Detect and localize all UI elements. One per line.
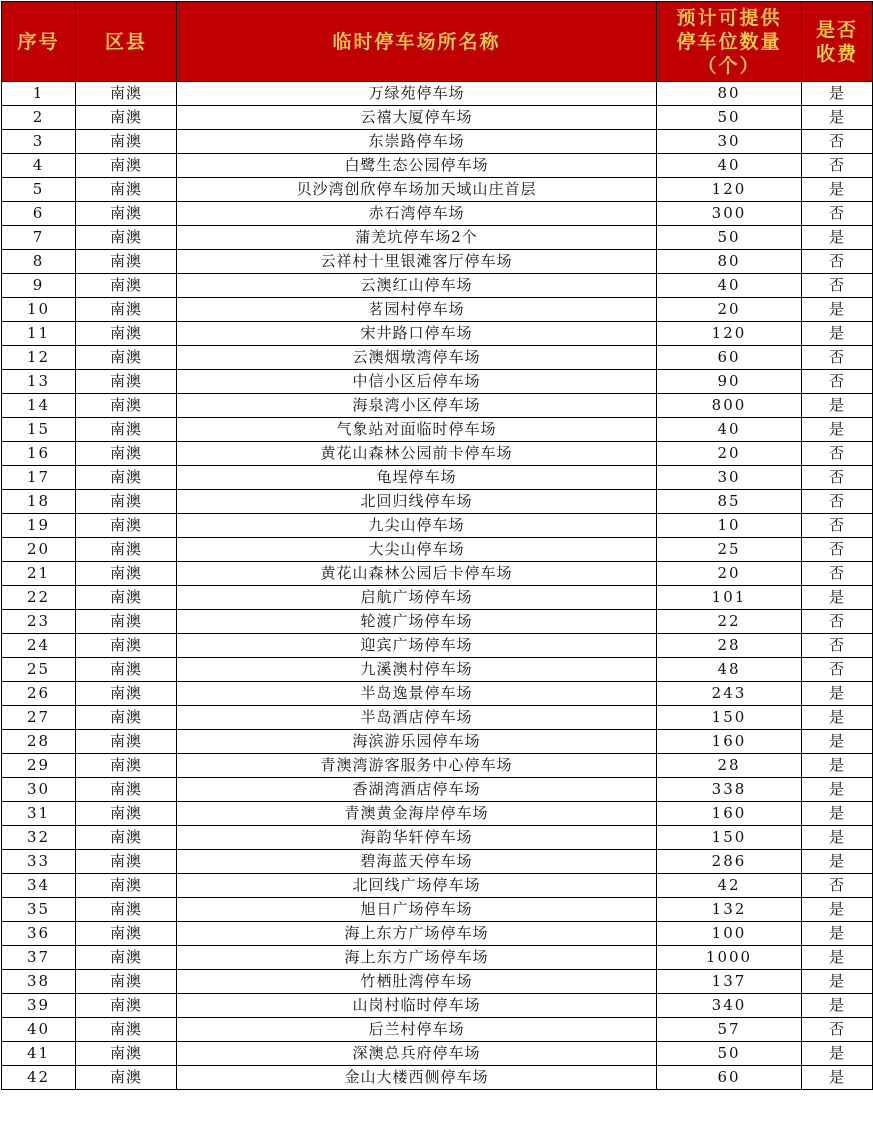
cell-seq: 25 xyxy=(2,658,76,682)
cell-seq: 18 xyxy=(2,490,76,514)
header-capacity-line1: 预计可提供 xyxy=(676,6,782,29)
table-row xyxy=(2,490,873,514)
cell-seq: 4 xyxy=(2,154,76,178)
cell-fee: 否 xyxy=(802,154,873,178)
table-body xyxy=(2,82,873,1090)
cell-name: 赤石湾停车场 xyxy=(177,202,657,226)
cell-capacity: 57 xyxy=(657,1018,802,1042)
header-fee xyxy=(802,2,873,82)
cell-district: 南澳 xyxy=(76,922,177,946)
header-capacity-line3: （个） xyxy=(697,54,761,77)
cell-district: 南澳 xyxy=(76,970,177,994)
cell-name: 北回归线停车场 xyxy=(177,490,657,514)
cell-capacity: 30 xyxy=(657,466,802,490)
table-row xyxy=(2,898,873,922)
table-row xyxy=(2,442,873,466)
cell-name: 黄花山森林公园后卡停车场 xyxy=(177,562,657,586)
cell-seq: 13 xyxy=(2,370,76,394)
table-row xyxy=(2,106,873,130)
cell-fee: 是 xyxy=(802,730,873,754)
cell-capacity: 120 xyxy=(657,178,802,202)
cell-name: 金山大楼西侧停车场 xyxy=(177,1066,657,1090)
table-row xyxy=(2,538,873,562)
cell-fee: 否 xyxy=(802,634,873,658)
cell-seq: 2 xyxy=(2,106,76,130)
cell-capacity: 10 xyxy=(657,514,802,538)
cell-name: 半岛逸景停车场 xyxy=(177,682,657,706)
table-row xyxy=(2,298,873,322)
header-fee-line1: 是否 xyxy=(815,18,858,41)
header-row xyxy=(2,2,873,82)
cell-fee: 是 xyxy=(802,82,873,106)
cell-capacity: 80 xyxy=(657,250,802,274)
cell-seq: 31 xyxy=(2,802,76,826)
cell-capacity: 85 xyxy=(657,490,802,514)
cell-fee: 是 xyxy=(802,394,873,418)
cell-seq: 3 xyxy=(2,130,76,154)
table-row xyxy=(2,826,873,850)
cell-name: 东崇路停车场 xyxy=(177,130,657,154)
cell-name: 龟埕停车场 xyxy=(177,466,657,490)
cell-seq: 42 xyxy=(2,1066,76,1090)
cell-district: 南澳 xyxy=(76,490,177,514)
cell-fee: 否 xyxy=(802,658,873,682)
cell-district: 南澳 xyxy=(76,106,177,130)
table-row xyxy=(2,346,873,370)
table-row xyxy=(2,82,873,106)
cell-district: 南澳 xyxy=(76,226,177,250)
table-row xyxy=(2,634,873,658)
cell-fee: 是 xyxy=(802,1066,873,1090)
header-district: 区县 xyxy=(76,2,177,82)
cell-name: 云禧大厦停车场 xyxy=(177,106,657,130)
cell-district: 南澳 xyxy=(76,706,177,730)
cell-name: 贝沙湾创欣停车场加天域山庄首层 xyxy=(177,178,657,202)
cell-name: 海滨游乐园停车场 xyxy=(177,730,657,754)
table-row xyxy=(2,250,873,274)
cell-district: 南澳 xyxy=(76,442,177,466)
cell-seq: 15 xyxy=(2,418,76,442)
table-row xyxy=(2,946,873,970)
cell-seq: 39 xyxy=(2,994,76,1018)
header-name: 临时停车场所名称 xyxy=(177,2,657,82)
cell-district: 南澳 xyxy=(76,1066,177,1090)
cell-seq: 24 xyxy=(2,634,76,658)
table-row xyxy=(2,970,873,994)
cell-capacity: 90 xyxy=(657,370,802,394)
cell-district: 南澳 xyxy=(76,586,177,610)
cell-district: 南澳 xyxy=(76,730,177,754)
cell-district: 南澳 xyxy=(76,634,177,658)
cell-fee: 是 xyxy=(802,826,873,850)
cell-name: 碧海蓝天停车场 xyxy=(177,850,657,874)
cell-seq: 22 xyxy=(2,586,76,610)
cell-fee: 是 xyxy=(802,850,873,874)
cell-district: 南澳 xyxy=(76,682,177,706)
table-row xyxy=(2,466,873,490)
cell-district: 南澳 xyxy=(76,778,177,802)
cell-fee: 是 xyxy=(802,778,873,802)
cell-name: 云澳烟墩湾停车场 xyxy=(177,346,657,370)
cell-capacity: 800 xyxy=(657,394,802,418)
cell-seq: 19 xyxy=(2,514,76,538)
cell-name: 云祥村十里银滩客厅停车场 xyxy=(177,250,657,274)
cell-capacity: 20 xyxy=(657,442,802,466)
cell-fee: 是 xyxy=(802,706,873,730)
cell-fee: 是 xyxy=(802,586,873,610)
table-row xyxy=(2,922,873,946)
cell-district: 南澳 xyxy=(76,274,177,298)
cell-capacity: 50 xyxy=(657,106,802,130)
cell-seq: 16 xyxy=(2,442,76,466)
cell-name: 半岛酒店停车场 xyxy=(177,706,657,730)
cell-capacity: 20 xyxy=(657,562,802,586)
table-row xyxy=(2,274,873,298)
cell-capacity: 28 xyxy=(657,754,802,778)
cell-capacity: 137 xyxy=(657,970,802,994)
cell-name: 九溪澳村停车场 xyxy=(177,658,657,682)
cell-capacity: 150 xyxy=(657,706,802,730)
cell-seq: 28 xyxy=(2,730,76,754)
cell-capacity: 25 xyxy=(657,538,802,562)
table-row xyxy=(2,610,873,634)
table-row xyxy=(2,514,873,538)
cell-fee: 否 xyxy=(802,562,873,586)
cell-seq: 29 xyxy=(2,754,76,778)
cell-name: 北回线广场停车场 xyxy=(177,874,657,898)
cell-name: 启航广场停车场 xyxy=(177,586,657,610)
cell-district: 南澳 xyxy=(76,826,177,850)
cell-fee: 否 xyxy=(802,274,873,298)
cell-seq: 8 xyxy=(2,250,76,274)
header-seq: 序号 xyxy=(2,2,76,82)
cell-district: 南澳 xyxy=(76,418,177,442)
cell-capacity: 150 xyxy=(657,826,802,850)
table-row xyxy=(2,130,873,154)
cell-seq: 5 xyxy=(2,178,76,202)
cell-seq: 37 xyxy=(2,946,76,970)
cell-capacity: 300 xyxy=(657,202,802,226)
cell-capacity: 50 xyxy=(657,1042,802,1066)
table-row xyxy=(2,1018,873,1042)
cell-fee: 否 xyxy=(802,1018,873,1042)
cell-seq: 11 xyxy=(2,322,76,346)
cell-district: 南澳 xyxy=(76,874,177,898)
cell-fee: 否 xyxy=(802,202,873,226)
table-row xyxy=(2,994,873,1018)
cell-name: 青澳湾游客服务中心停车场 xyxy=(177,754,657,778)
cell-seq: 20 xyxy=(2,538,76,562)
cell-fee: 是 xyxy=(802,226,873,250)
cell-seq: 10 xyxy=(2,298,76,322)
cell-seq: 40 xyxy=(2,1018,76,1042)
table-row xyxy=(2,1066,873,1090)
header-capacity-line2: 停车位数量 xyxy=(676,30,782,53)
table-header xyxy=(2,2,873,82)
cell-capacity: 42 xyxy=(657,874,802,898)
cell-name: 山岗村临时停车场 xyxy=(177,994,657,1018)
table-row xyxy=(2,394,873,418)
cell-district: 南澳 xyxy=(76,898,177,922)
cell-capacity: 40 xyxy=(657,418,802,442)
cell-fee: 否 xyxy=(802,466,873,490)
cell-district: 南澳 xyxy=(76,1018,177,1042)
cell-name: 气象站对面临时停车场 xyxy=(177,418,657,442)
cell-district: 南澳 xyxy=(76,250,177,274)
header-fee-line2: 收费 xyxy=(815,42,858,65)
cell-capacity: 160 xyxy=(657,802,802,826)
cell-district: 南澳 xyxy=(76,298,177,322)
table-row xyxy=(2,874,873,898)
cell-seq: 23 xyxy=(2,610,76,634)
cell-name: 香湖湾酒店停车场 xyxy=(177,778,657,802)
cell-seq: 32 xyxy=(2,826,76,850)
cell-fee: 是 xyxy=(802,970,873,994)
cell-name: 九尖山停车场 xyxy=(177,514,657,538)
cell-district: 南澳 xyxy=(76,394,177,418)
cell-district: 南澳 xyxy=(76,1042,177,1066)
cell-fee: 是 xyxy=(802,898,873,922)
cell-district: 南澳 xyxy=(76,802,177,826)
cell-capacity: 120 xyxy=(657,322,802,346)
table-row xyxy=(2,730,873,754)
cell-seq: 30 xyxy=(2,778,76,802)
cell-district: 南澳 xyxy=(76,130,177,154)
cell-fee: 否 xyxy=(802,370,873,394)
cell-seq: 12 xyxy=(2,346,76,370)
cell-fee: 是 xyxy=(802,178,873,202)
cell-seq: 9 xyxy=(2,274,76,298)
cell-name: 竹栖肚湾停车场 xyxy=(177,970,657,994)
table-row xyxy=(2,1042,873,1066)
cell-name: 迎宾广场停车场 xyxy=(177,634,657,658)
cell-district: 南澳 xyxy=(76,658,177,682)
cell-fee: 是 xyxy=(802,754,873,778)
cell-name: 黄花山森林公园前卡停车场 xyxy=(177,442,657,466)
cell-capacity: 1000 xyxy=(657,946,802,970)
cell-capacity: 101 xyxy=(657,586,802,610)
cell-capacity: 80 xyxy=(657,82,802,106)
cell-seq: 6 xyxy=(2,202,76,226)
cell-capacity: 60 xyxy=(657,1066,802,1090)
cell-capacity: 60 xyxy=(657,346,802,370)
cell-fee: 是 xyxy=(802,106,873,130)
cell-name: 深澳总兵府停车场 xyxy=(177,1042,657,1066)
cell-district: 南澳 xyxy=(76,850,177,874)
cell-capacity: 160 xyxy=(657,730,802,754)
cell-fee: 否 xyxy=(802,130,873,154)
cell-capacity: 22 xyxy=(657,610,802,634)
cell-fee: 否 xyxy=(802,490,873,514)
cell-district: 南澳 xyxy=(76,466,177,490)
cell-district: 南澳 xyxy=(76,154,177,178)
cell-seq: 21 xyxy=(2,562,76,586)
cell-name: 万绿苑停车场 xyxy=(177,82,657,106)
table-row xyxy=(2,418,873,442)
table-row xyxy=(2,850,873,874)
cell-name: 后兰村停车场 xyxy=(177,1018,657,1042)
cell-district: 南澳 xyxy=(76,370,177,394)
cell-fee: 否 xyxy=(802,610,873,634)
cell-capacity: 50 xyxy=(657,226,802,250)
cell-capacity: 48 xyxy=(657,658,802,682)
cell-seq: 1 xyxy=(2,82,76,106)
cell-district: 南澳 xyxy=(76,538,177,562)
cell-name: 海上东方广场停车场 xyxy=(177,946,657,970)
cell-seq: 34 xyxy=(2,874,76,898)
cell-name: 轮渡广场停车场 xyxy=(177,610,657,634)
cell-fee: 是 xyxy=(802,946,873,970)
cell-seq: 14 xyxy=(2,394,76,418)
table-row xyxy=(2,178,873,202)
cell-seq: 36 xyxy=(2,922,76,946)
cell-name: 海韵华轩停车场 xyxy=(177,826,657,850)
cell-fee: 是 xyxy=(802,418,873,442)
cell-fee: 是 xyxy=(802,802,873,826)
table-row xyxy=(2,562,873,586)
cell-name: 中信小区后停车场 xyxy=(177,370,657,394)
cell-capacity: 100 xyxy=(657,922,802,946)
cell-district: 南澳 xyxy=(76,202,177,226)
cell-seq: 33 xyxy=(2,850,76,874)
cell-name: 海泉湾小区停车场 xyxy=(177,394,657,418)
cell-capacity: 30 xyxy=(657,130,802,154)
cell-seq: 26 xyxy=(2,682,76,706)
cell-name: 白鹭生态公园停车场 xyxy=(177,154,657,178)
cell-seq: 7 xyxy=(2,226,76,250)
cell-capacity: 338 xyxy=(657,778,802,802)
cell-district: 南澳 xyxy=(76,178,177,202)
cell-capacity: 286 xyxy=(657,850,802,874)
table-row xyxy=(2,322,873,346)
cell-name: 云澳红山停车场 xyxy=(177,274,657,298)
cell-name: 茗园村停车场 xyxy=(177,298,657,322)
cell-name: 海上东方广场停车场 xyxy=(177,922,657,946)
cell-district: 南澳 xyxy=(76,514,177,538)
cell-district: 南澳 xyxy=(76,322,177,346)
cell-capacity: 243 xyxy=(657,682,802,706)
table-row xyxy=(2,154,873,178)
cell-name: 蒲羌坑停车场2个 xyxy=(177,226,657,250)
cell-fee: 否 xyxy=(802,346,873,370)
cell-district: 南澳 xyxy=(76,754,177,778)
cell-capacity: 20 xyxy=(657,298,802,322)
cell-district: 南澳 xyxy=(76,346,177,370)
table-row xyxy=(2,586,873,610)
cell-capacity: 40 xyxy=(657,274,802,298)
table-row xyxy=(2,706,873,730)
table-row xyxy=(2,682,873,706)
cell-seq: 27 xyxy=(2,706,76,730)
cell-district: 南澳 xyxy=(76,610,177,634)
cell-name: 青澳黄金海岸停车场 xyxy=(177,802,657,826)
cell-seq: 41 xyxy=(2,1042,76,1066)
header-capacity xyxy=(657,2,802,82)
table-row xyxy=(2,658,873,682)
cell-fee: 否 xyxy=(802,874,873,898)
cell-capacity: 132 xyxy=(657,898,802,922)
cell-fee: 是 xyxy=(802,682,873,706)
table-row xyxy=(2,778,873,802)
cell-fee: 否 xyxy=(802,250,873,274)
cell-district: 南澳 xyxy=(76,946,177,970)
cell-seq: 35 xyxy=(2,898,76,922)
cell-district: 南澳 xyxy=(76,82,177,106)
table-row xyxy=(2,802,873,826)
cell-name: 宋井路口停车场 xyxy=(177,322,657,346)
cell-capacity: 340 xyxy=(657,994,802,1018)
cell-capacity: 28 xyxy=(657,634,802,658)
table-row xyxy=(2,226,873,250)
parking-lot-table xyxy=(1,1,873,1090)
table-row xyxy=(2,754,873,778)
cell-name: 旭日广场停车场 xyxy=(177,898,657,922)
cell-capacity: 40 xyxy=(657,154,802,178)
cell-fee: 是 xyxy=(802,322,873,346)
table-row xyxy=(2,202,873,226)
cell-fee: 是 xyxy=(802,994,873,1018)
cell-fee: 是 xyxy=(802,298,873,322)
cell-fee: 否 xyxy=(802,538,873,562)
cell-fee: 是 xyxy=(802,1042,873,1066)
cell-seq: 17 xyxy=(2,466,76,490)
table-row xyxy=(2,370,873,394)
cell-fee: 否 xyxy=(802,514,873,538)
cell-seq: 38 xyxy=(2,970,76,994)
cell-district: 南澳 xyxy=(76,994,177,1018)
cell-fee: 是 xyxy=(802,922,873,946)
cell-name: 大尖山停车场 xyxy=(177,538,657,562)
cell-district: 南澳 xyxy=(76,562,177,586)
cell-fee: 否 xyxy=(802,442,873,466)
